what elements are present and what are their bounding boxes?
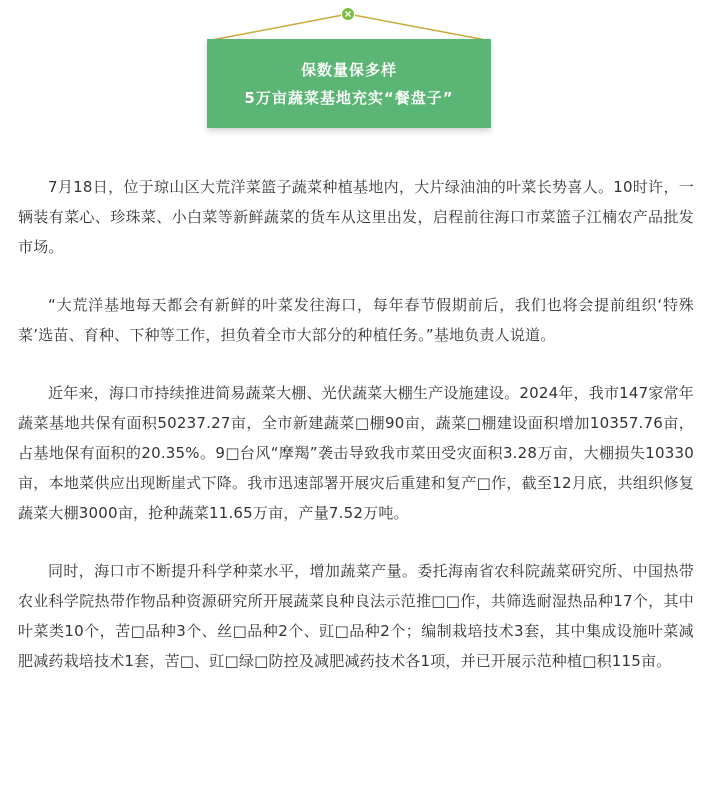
paragraph-3: 近年来，海口市持续推进简易蔬菜大棚、光伏蔬菜大棚生产设施建设。2024年，我市147家常年蔬菜基地共保有面积50237.27亩，全市新建蔬菜□棚90亩，蔬菜□棚建设面积增加10357.76亩，占基地保有面积的20.35%。9□台风“摩羯”袭击导致我市菜田受灾面积3.28万亩，大棚损失10330亩，本地菜供应出现断崖式下降。我市迅速部署开展灾后重建和复产□作，截至12月底，共组织修复蔬菜大棚3000亩，抢种蔬菜11.65万亩，产量7.52万吨。	[18, 384, 694, 522]
article-body	[18, 172, 694, 704]
title-banner-area	[0, 0, 701, 140]
hanger-string-left	[212, 14, 348, 40]
close-icon	[342, 8, 355, 21]
paragraph-2: “大荒洋基地每天都会有新鲜的叶菜发往海口，每年春节假期前后，我们也将会提前组织‘特殊菜’选苗、育种、下种等工作，担负着全市大部分的种植任务。”基地负责人说道。	[18, 296, 694, 344]
title-banner	[207, 39, 491, 128]
hanger-string-right	[348, 14, 486, 40]
banner-title-line2: 5万亩蔬菜基地充实“餐盘子”	[244, 88, 454, 107]
paragraph-1: 7月18日，位于琼山区大荒洋菜篮子蔬菜种植基地内，大片绿油油的叶菜长势喜人。10时许，一辆装有菜心、珍珠菜、小白菜等新鲜蔬菜的货车从这里出发，启程前往海口市菜篮子江楠农产品批发市场。	[18, 178, 694, 256]
paragraph-4: 同时，海口市不断提升科学种菜水平，增加蔬菜产量。委托海南省农科院蔬菜研究所、中国热带农业科学院热带作物品种资源研究所开展蔬菜良种良法示范推□□作，共筛选耐湿热品种17个，其中叶菜类10个，苦□品种3个、丝□品种2个、豇□品种2个；编制栽培技术3套，其中集成设施叶菜减肥减药栽培技术1套，苦□、豇□绿□防控及减肥减药技术各1项，并已开展示范种植□积115亩。	[18, 562, 694, 670]
banner-title-line1: 保数量保多样	[300, 60, 397, 79]
